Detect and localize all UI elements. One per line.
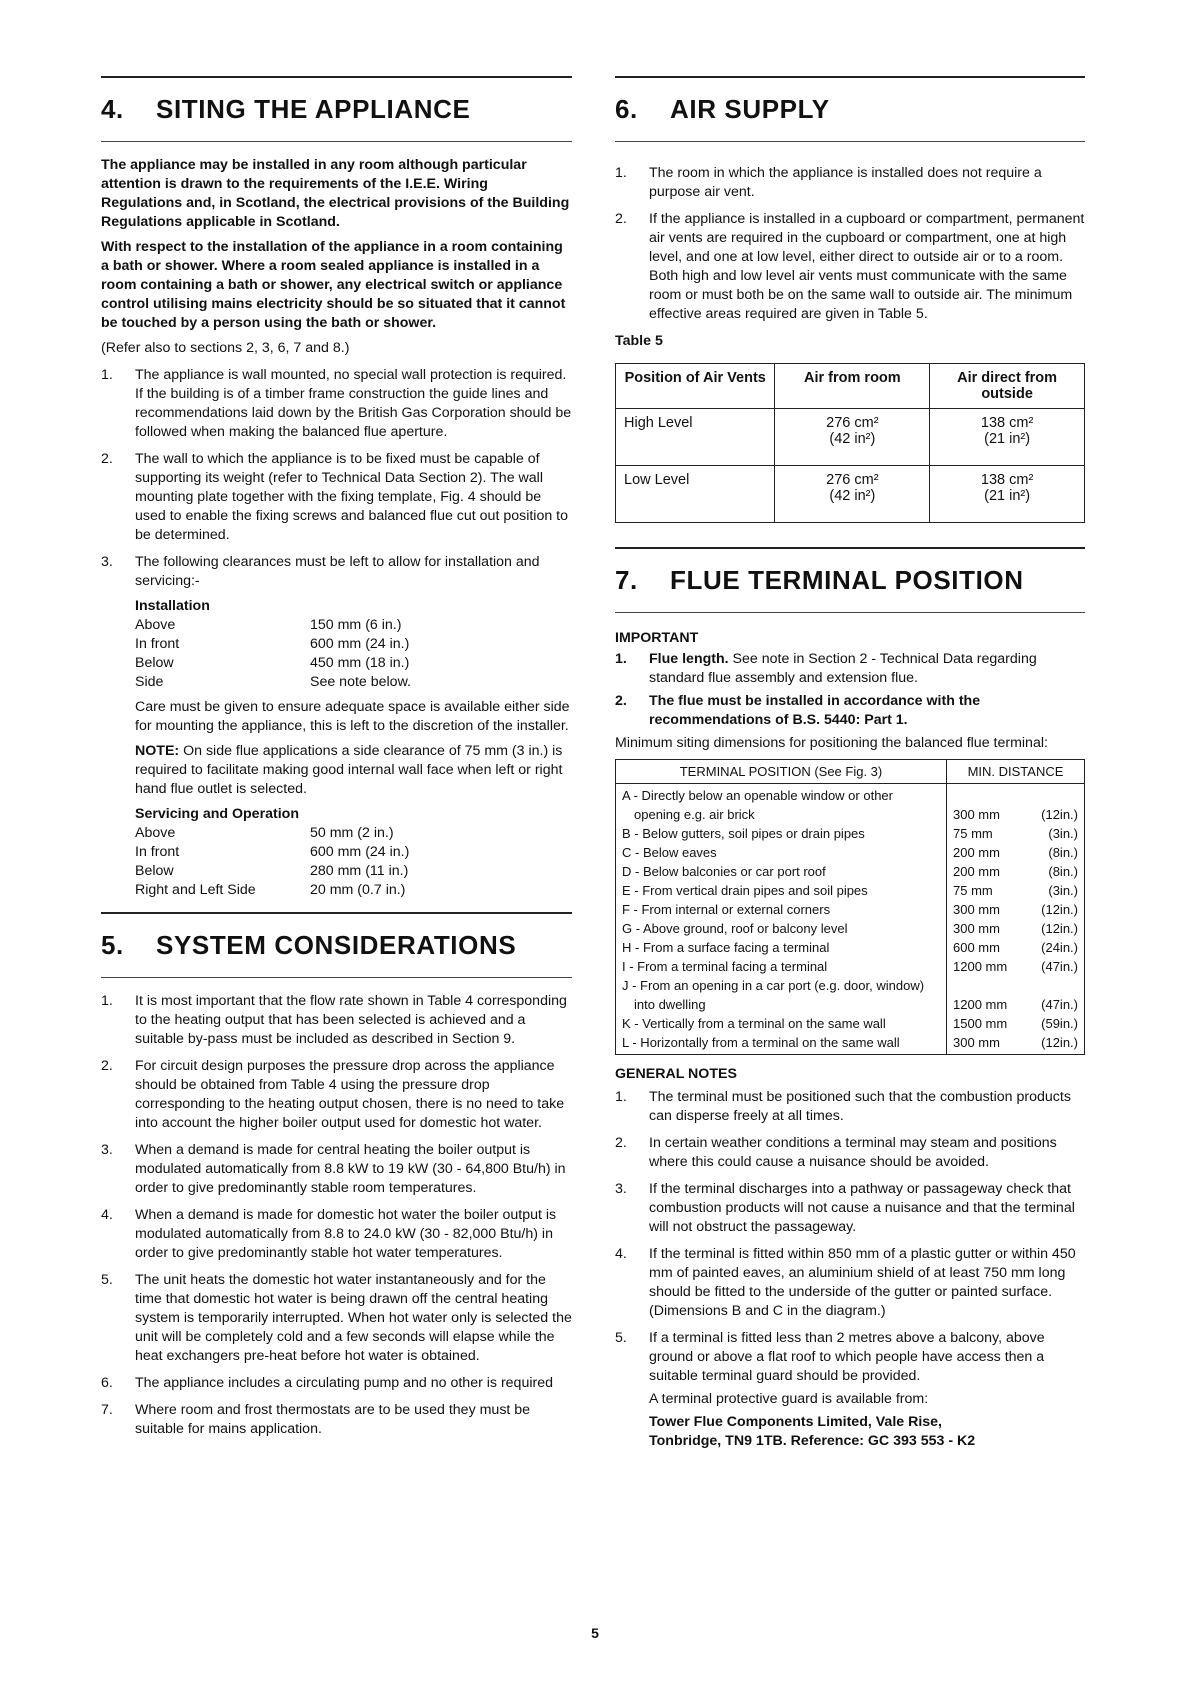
table-5: [615, 363, 1085, 523]
section-4-intro-2: With respect to the installation of the appliance in a room containing a bath or shower. Where a room sealed appliance is installed in a room containing a bath or shower, any electrical switch or appliance control utilising mains electricity should be so situated that it cannot be touched by a person using the bath or shower.: [101, 239, 566, 331]
clearance-row: Side See note below.: [135, 674, 411, 690]
min-distance-item: 75 mm (3in.): [953, 883, 1078, 898]
terminal-position-item: K - Vertically from a terminal on the same wall: [622, 1016, 886, 1031]
list-item: 1. The room in which the appliance is installed does not require a purpose air vent.: [615, 165, 1042, 200]
section-6-list: [615, 164, 1085, 324]
clearance-row: Right and Left Side 20 mm (0.7 in.): [135, 882, 406, 898]
table-row: [616, 466, 1085, 523]
section-5-heading: 5. SYSTEM CONSIDERATIONS: [101, 930, 517, 960]
terminal-position-item: J - From an opening in a car port (e.g. door, window) into dwelling: [622, 978, 925, 1012]
left-column: [101, 76, 572, 1447]
section-4-intro-1: The appliance may be installed in any room although particular attention is drawn to the requirements of the I.E.E. Wiring Regulations and, in Scotland, the electrical provisions of the Building Regulations applicable in Scotland.: [101, 157, 570, 230]
clearance-row: In front 600 mm (24 in.): [135, 844, 410, 860]
min-distance-item: 300 mm (12in.): [953, 902, 1078, 917]
table-header: TERMINAL POSITION (See Fig. 3): [616, 760, 947, 784]
table-header: Air direct from outside: [930, 364, 1085, 409]
section-7-heading: 7. FLUE TERMINAL POSITION: [615, 565, 1024, 595]
min-distances: [947, 784, 1085, 1055]
table-cell: 138 cm² (21 in²): [930, 466, 1085, 523]
servicing-heading: Servicing and Operation: [135, 806, 299, 822]
section-6-divider: [615, 141, 1085, 142]
list-item: 5. The unit heats the domestic hot water instantaneously and for the time that domestic hot water is being drawn off the central heating system is temporarily interrupted. When hot water only is selected the unit will be completely cold and a few seconds will elapse while the heat exchangers pre-heat before hot water is obtained.: [101, 1272, 572, 1364]
list-item: 2. In certain weather conditions a terminal may steam and positions where this could cause a nuisance should be avoided.: [615, 1135, 1057, 1170]
terminal-position-item: D - Below balconies or car port roof: [622, 864, 826, 879]
supplier-line-1: Tower Flue Components Limited, Vale Rise,: [649, 1414, 942, 1430]
section-4-list: [101, 366, 572, 900]
list-item: 1. The terminal must be positioned such that the combustion products can disperse freely at all times.: [615, 1089, 1071, 1124]
table-header: Position of Air Vents: [616, 364, 775, 409]
section-6-heading: 6. AIR SUPPLY: [615, 94, 830, 124]
list-item: 2. The flue must be installed in accordance with the recommendations of B.S. 5440: Part 1.: [615, 693, 981, 728]
right-column: [615, 76, 1085, 1459]
terminal-position-item: E - From vertical drain pipes and soil pipes: [622, 883, 868, 898]
terminal-positions: [616, 784, 947, 1055]
table-cell: 276 cm² (42 in²): [775, 409, 930, 466]
terminal-position-item: G - Above ground, roof or balcony level: [622, 921, 848, 936]
note-text: NOTE: On side flue applications a side clearance of 75 mm (3 in.) is required to facilitate making good internal wall face when left or right hand flue outlet is selected.: [135, 743, 563, 797]
list-item: 7. Where room and frost thermostats are to be used they must be suitable for mains application.: [101, 1402, 531, 1437]
clearance-row: Below 450 mm (18 in.): [135, 655, 410, 671]
clearance-row: Below 280 mm (11 in.): [135, 863, 409, 879]
list-item: 1. Flue length. See note in Section 2 - Technical Data regarding standard flue assembly and extension flue.: [615, 651, 1037, 686]
guard-text: A terminal protective guard is available from:: [649, 1391, 929, 1407]
supplier-line-2: Tonbridge, TN9 1TB. Reference: GC 393 553 - K2: [649, 1433, 976, 1449]
important-list: [615, 650, 1085, 730]
list-item: 3. If the terminal discharges into a pathway or passageway check that combustion products will not cause a nuisance and that the terminal will not obstruct the passageway.: [615, 1181, 1075, 1235]
important-heading: IMPORTANT: [615, 630, 699, 646]
table-header-row: [616, 760, 1085, 784]
list-item: 5. If a terminal is fitted less than 2 metres above a balcony, above ground or above a flat roof to which people have access then a suitable terminal guard should be provided. A terminal protective guard is available from: Tower Flue Components Limited, Vale Rise, Tonbridge, TN9 1TB. Reference: GC 393 553 - K2: [615, 1329, 1085, 1451]
section-5-list: [101, 992, 572, 1439]
min-siting-text: Minimum siting dimensions for positioning the balanced flue terminal:: [615, 735, 1048, 751]
section-4-heading: 4. SITING THE APPLIANCE: [101, 94, 471, 124]
section-5-top-rule: [101, 912, 572, 914]
table-body: [616, 784, 1085, 1055]
general-notes-heading: GENERAL NOTES: [615, 1066, 737, 1082]
terminal-position-item: H - From a surface facing a terminal: [622, 940, 830, 955]
list-item: 3. When a demand is made for central heating the boiler output is modulated automatically from 8.8 kW to 19 kW (30 - 64,800 Btu/h) in order to give predominantly stable room temperatures.: [101, 1142, 566, 1196]
min-distance-item: 600 mm (24in.): [953, 940, 1078, 955]
list-item: 1. It is most important that the flow rate shown in Table 4 corresponding to the heating output that has been selected is achieved and a suitable by-pass must be included as described in Section 9.: [101, 993, 567, 1047]
list-item: 6. The appliance includes a circulating pump and no other is required: [101, 1375, 553, 1391]
terminal-position-table: [615, 759, 1085, 1055]
list-item: 1. The appliance is wall mounted, no special wall protection is required. If the building is of a timber frame construction the guide lines and recommendations laid down by the British Gas Corporation should be followed when making the balanced flue aperture.: [101, 367, 572, 440]
section-4-refer: (Refer also to sections 2, 3, 6, 7 and 8.): [101, 340, 350, 356]
list-item: 2. The wall to which the appliance is to be fixed must be capable of supporting its weight (refer to Technical Data Section 2). The wall mounting plate together with the fixing template, Fig. 4 should be used to enable the fixing screws and balanced flue cut out position to be determined.: [101, 451, 569, 543]
table-cell: 276 cm² (42 in²): [775, 466, 930, 523]
table-cell: 138 cm² (21 in²): [930, 409, 1085, 466]
terminal-position-item: B - Below gutters, soil pipes or drain pipes: [622, 826, 865, 841]
terminal-position-item: C - Below eaves: [622, 845, 717, 860]
section-7-top-rule: [615, 547, 1085, 549]
section-4-divider: [101, 141, 572, 142]
clearance-row: Above 150 mm (6 in.): [135, 617, 402, 633]
table-header: Air from room: [775, 364, 930, 409]
min-distance-item: 1200 mm (47in.): [953, 959, 1078, 974]
list-item: 2. If the appliance is installed in a cupboard or compartment, permanent air vents are required in the cupboard or compartment, one at high level, and one at low level, either direct to outside air or to a room. Both high and low level air vents must communicate with the same room or must both be on the same wall to outside air. The minimum effective areas required are given in Table 5.: [615, 211, 1085, 322]
clearance-row: Above 50 mm (2 in.): [135, 825, 394, 841]
list-item: 2. For circuit design purposes the pressure drop across the appliance should be obtained from Table 4 using the pressure drop corresponding to the heating output chosen, there is no need to take into account the higher boiler output used for domestic hot water.: [101, 1058, 565, 1131]
min-distance-item: 1500 mm (59in.): [953, 1016, 1078, 1031]
min-distance-item: 75 mm (3in.): [953, 826, 1078, 841]
table-5-label: Table 5: [615, 333, 663, 349]
table-row: [616, 409, 1085, 466]
section-6-top-rule: [615, 76, 1085, 78]
section-7-divider: [615, 612, 1085, 613]
section-4-top-rule: [101, 76, 572, 78]
clearance-row: In front 600 mm (24 in.): [135, 636, 410, 652]
table-cell: Low Level: [616, 466, 775, 523]
section-5-divider: [101, 977, 572, 978]
table-header: MIN. DISTANCE: [947, 760, 1085, 784]
list-item: 4. If the terminal is fitted within 850 mm of a plastic gutter or within 450 mm of painted eaves, an aluminium shield of at least 750 mm long should be fitted to the underside of the gutter or painted surface. (Dimensions B and C in the diagram.): [615, 1246, 1076, 1319]
min-distance-item: 1200 mm (47in.): [953, 997, 1078, 1012]
general-notes-list: [615, 1088, 1085, 1451]
min-distance-item: 200 mm (8in.): [953, 864, 1078, 879]
min-distance-item: 200 mm (8in.): [953, 845, 1078, 860]
installation-heading: Installation: [135, 598, 210, 614]
terminal-position-item: I - From a terminal facing a terminal: [622, 959, 828, 974]
list-item: 3. The following clearances must be left to allow for installation and servicing:- Installation Above 150 mm (6 in.) In front 600 mm (24 in.) Below 450 mm (18 in.) Side See note below. Care must be given to ensure adequate space is available either side for mounting the appliance, this is left to the discretion of the installer. NOTE: On side flue applications a side clearance of 75 mm (3 in.) is required to facilitate making good internal wall face when left or right hand flue outlet is selected. Servicing and Operation Above 50 mm (2 in.) In front 600 mm (24 in.) Below 280 mm (11 in.) Right and Left Side 20 mm (0.7 in.): [101, 553, 572, 900]
terminal-position-item: F - From internal or external corners: [622, 902, 831, 917]
page-number: 5: [591, 1625, 599, 1641]
table-cell: High Level: [616, 409, 775, 466]
terminal-position-item: A - Directly below an openable window or other opening e.g. air brick: [622, 788, 893, 822]
table-header-row: [616, 364, 1085, 409]
min-distance-item: 300 mm (12in.): [953, 921, 1078, 936]
min-distance-item: 300 mm (12in.): [953, 807, 1078, 822]
care-text: Care must be given to ensure adequate space is available either side for mounting the appliance, this is left to the discretion of the installer.: [135, 699, 570, 734]
terminal-position-item: L - Horizontally from a terminal on the same wall: [622, 1035, 900, 1050]
min-distance-item: 300 mm (12in.): [953, 1035, 1078, 1050]
list-item: 4. When a demand is made for domestic hot water the boiler output is modulated automatically from 8.8 to 24.0 kW (30 - 82,000 Btu/h) in order to give predominantly stable hot water temperatures.: [101, 1207, 557, 1261]
